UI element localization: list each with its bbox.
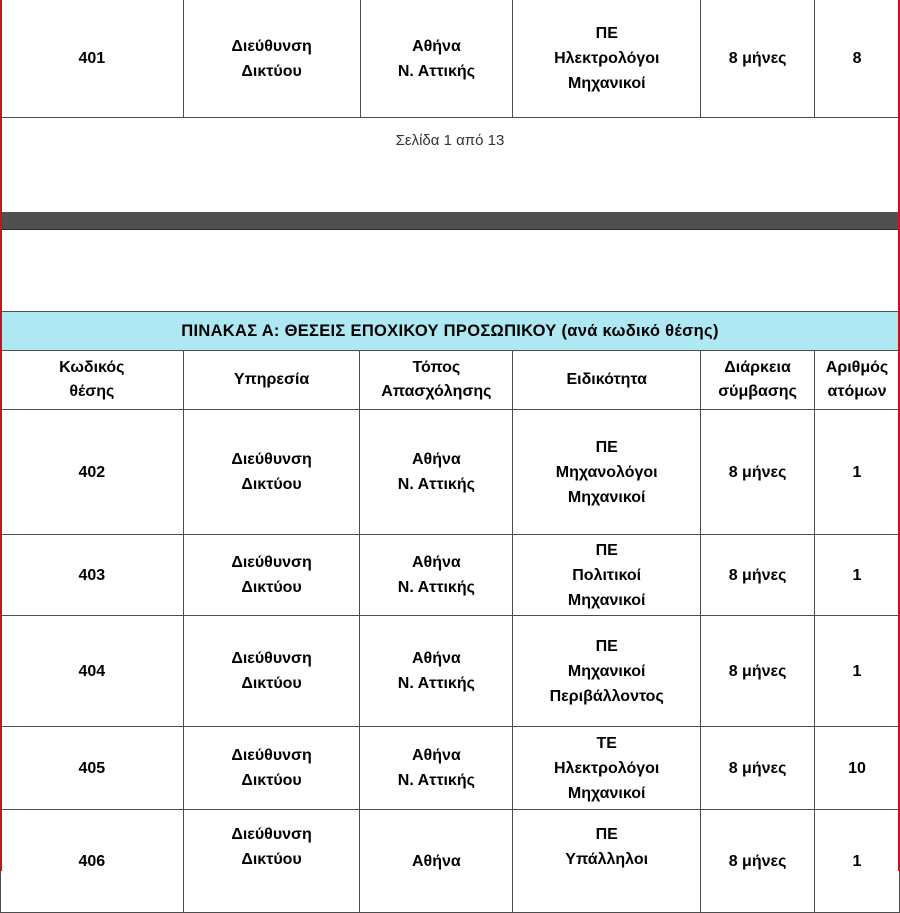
header-location: Τόπος Απασχόλησης [360, 351, 513, 410]
cell-service: Διεύθυνση Δικτύου [183, 410, 360, 535]
cell-specialty: ΠΕ Μηχανολόγοι Μηχανικοί [513, 410, 701, 535]
header-duration: Διάρκεια σύμβασης [701, 351, 815, 410]
cell-code: 401 [1, 0, 184, 118]
cell-count: 1 [815, 535, 900, 616]
table-row [1, 810, 900, 913]
cell-duration: 8 μήνες [701, 616, 815, 727]
cell-location: Αθήνα Ν. Αττικής [360, 727, 513, 810]
table-row [1, 410, 900, 535]
table-row [1, 727, 900, 810]
left-frame-border [0, 0, 2, 871]
table-row [1, 0, 900, 118]
cell-service: Διεύθυνση Δικτύου [183, 616, 360, 727]
cell-specialty: ΤΕ Ηλεκτρολόγοι Μηχανικοί [513, 727, 701, 810]
header-specialty: Ειδικότητα [513, 351, 701, 410]
cell-count: 10 [815, 727, 900, 810]
cell-duration: 8 μήνες [701, 810, 815, 913]
document-page-2 [0, 230, 900, 871]
cell-duration: 8 μήνες [701, 535, 815, 616]
cell-specialty: ΠΕ Ηλεκτρολόγοι Μηχανικοί [513, 0, 701, 118]
cell-code: 402 [1, 410, 184, 535]
cell-service: Διεύθυνση Δικτύου [183, 0, 360, 118]
cell-specialty: ΠΕ Μηχανικοί Περιβάλλοντος [513, 616, 701, 727]
cell-count: 1 [815, 616, 900, 727]
header-service: Υπηρεσία [183, 351, 360, 410]
cell-location: Αθήνα Ν. Αττικής [360, 616, 513, 727]
cell-code: 404 [1, 616, 184, 727]
cell-location: Αθήνα [360, 810, 513, 913]
cell-duration: 8 μήνες [701, 0, 815, 118]
cell-count: 1 [815, 810, 900, 913]
cell-specialty: ΠΕ Πολιτικοί Μηχανικοί [513, 535, 701, 616]
document-page-1 [0, 0, 900, 212]
header-code: Κωδικός θέσης [1, 351, 184, 410]
cell-location: Αθήνα Ν. Αττικής [360, 0, 513, 118]
header-row [1, 351, 900, 410]
header-count: Αριθμός ατόμων [815, 351, 900, 410]
cell-count: 1 [815, 410, 900, 535]
cell-code: 403 [1, 535, 184, 616]
table-row [1, 535, 900, 616]
positions-table-continued [0, 0, 900, 118]
cell-specialty: ΠΕ Υπάλληλοι [513, 810, 701, 913]
cell-duration: 8 μήνες [701, 410, 815, 535]
table-title: ΠΙΝΑΚΑΣ Α: ΘΕΣΕΙΣ ΕΠΟΧΙΚΟΥ ΠΡΟΣΩΠΙΚΟΥ (ανά κωδικό θέσης) [1, 312, 900, 351]
positions-table [0, 311, 900, 913]
cell-location: Αθήνα Ν. Αττικής [360, 410, 513, 535]
table-row [1, 616, 900, 727]
cell-code: 406 [1, 810, 184, 913]
cell-service: Διεύθυνση Δικτύου [183, 535, 360, 616]
cell-service: Διεύθυνση Δικτύου [183, 727, 360, 810]
cell-code: 405 [1, 727, 184, 810]
cell-service: Διεύθυνση Δικτύου [183, 810, 360, 913]
cell-duration: 8 μήνες [701, 727, 815, 810]
cell-count: 8 [815, 0, 900, 118]
page-separator [0, 212, 900, 230]
cell-location: Αθήνα Ν. Αττικής [360, 535, 513, 616]
page-number: Σελίδα 1 από 13 [395, 132, 505, 149]
